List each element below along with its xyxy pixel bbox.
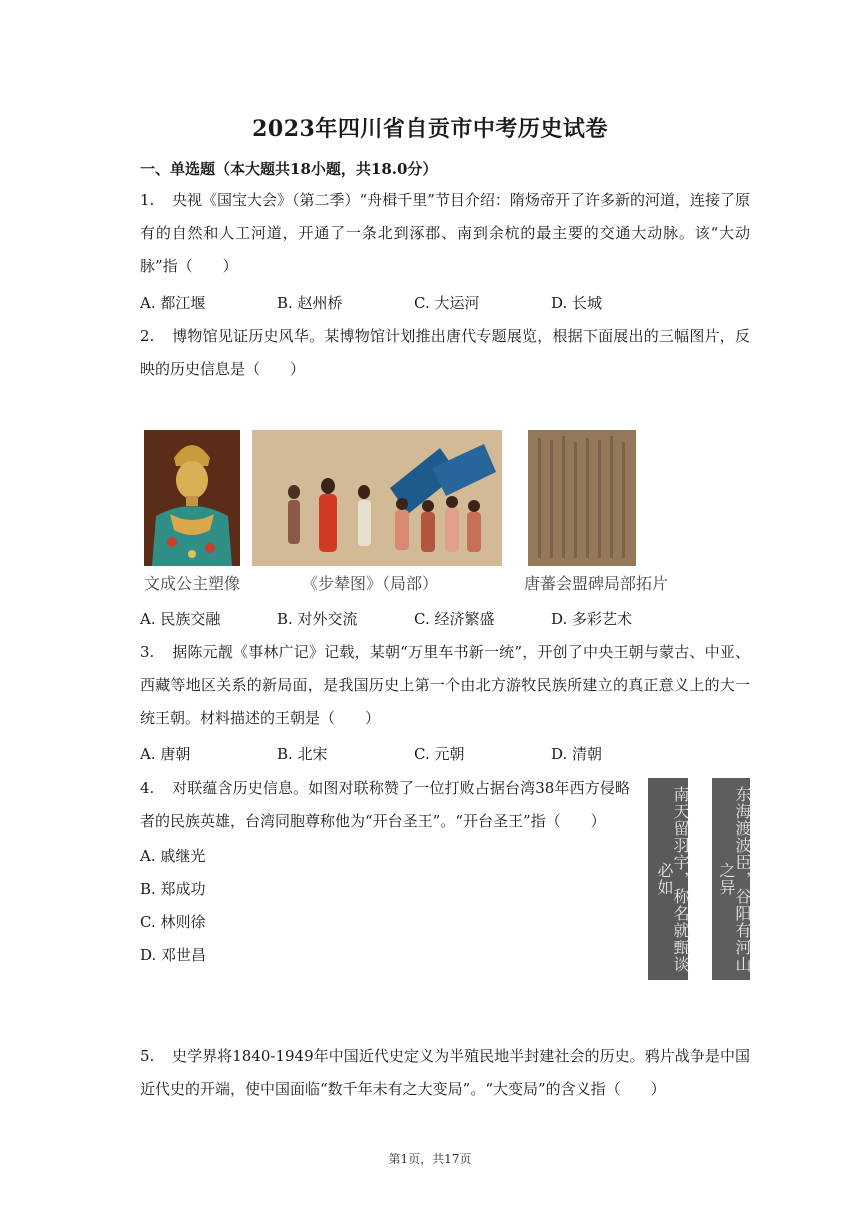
option-c[interactable]: C. 经济繁盛: [414, 610, 495, 628]
painting-image: [252, 430, 502, 566]
option-c[interactable]: C. 大运河: [414, 294, 480, 312]
question-number: 5.: [140, 1047, 155, 1065]
question-1: [140, 184, 750, 283]
option-b[interactable]: B. 对外交流: [277, 610, 358, 628]
question-text: 据陈元靓《事林广记》记载，某朝“万里车书新一统”，开创了中央王朝与蒙古、中亚、西藏等地区关系的新局面，是我国历史上第一个由北方游牧民族所建立的真正意义上的大一统王朝。材料描述的王朝是（ ）: [140, 643, 750, 727]
question-3: [140, 636, 750, 735]
question-text: 对联蕴含历史信息。如图对联称赞了一位打败占据台湾38年西方侵略者的民族英雄，台湾同胞尊称他为“开台圣王”。“开台圣王”指（ ）: [140, 779, 630, 830]
question-text: 史学界将1840-1949年中国近代史定义为半殖民地半封建社会的历史。鸦片战争是中国近代史的开端，使中国面临“数千年未有之大变局”。“大变局”的含义指（ ）: [140, 1047, 750, 1098]
question-1-options: [140, 292, 760, 316]
option-d[interactable]: D. 多彩艺术: [551, 610, 633, 628]
question-text: 央视《国宝大会》（第二季）“舟楫千里”节目介绍：隋炀帝开了许多新的河道，连接了原有的自然和人工河道，开通了一条北到涿郡、南到余杭的最主要的交通大动脉。该“大动脉”指（ ）: [140, 191, 750, 275]
question-3-options: [140, 743, 760, 767]
caption-statue: 文成公主塑像: [144, 574, 241, 593]
option-a[interactable]: A. 戚继光: [140, 847, 206, 865]
option-b[interactable]: B. 郑成功: [140, 880, 206, 898]
page-footer: 第1页，共17页: [388, 1152, 472, 1166]
caption-rubbing: 唐蕃会盟碑局部拓片: [524, 574, 669, 593]
section-heading: 一、单选题（本大题共18小题，共18.0分）: [140, 160, 438, 178]
caption-painting: 《步辇图》（局部）: [302, 574, 439, 593]
option-a[interactable]: A. 民族交融: [140, 610, 221, 628]
question-2: [140, 320, 750, 386]
option-d[interactable]: D. 长城: [551, 294, 603, 312]
question-5: [140, 1040, 750, 1106]
option-d[interactable]: D. 邓世昌: [140, 946, 207, 964]
question-number: 3.: [140, 643, 155, 661]
option-d[interactable]: D. 清朝: [551, 745, 603, 763]
question-number: 2.: [140, 327, 155, 345]
option-a[interactable]: A. 都江堰: [140, 294, 206, 312]
option-a[interactable]: A. 唐朝: [140, 745, 191, 763]
option-b[interactable]: B. 北宋: [277, 745, 328, 763]
option-c[interactable]: C. 元朝: [414, 745, 465, 763]
option-b[interactable]: B. 赵州桥: [277, 294, 343, 312]
page-title: 2023年四川省自贡市中考历史试卷: [252, 116, 608, 142]
couplet-left-scroll: [712, 778, 750, 980]
rubbing-image: [528, 430, 636, 566]
option-c[interactable]: C. 林则徐: [140, 913, 206, 931]
question-number: 1.: [140, 191, 155, 209]
question-number: 4.: [140, 779, 155, 797]
couplet-right-scroll: [648, 778, 688, 980]
question-2-options: [140, 608, 760, 632]
statue-image: [144, 430, 240, 566]
question-text: 博物馆见证历史风华。某博物馆计划推出唐代专题展览，根据下面展出的三幅图片，反映的历史信息是（ ）: [140, 327, 750, 378]
couplet-right-text: 南天留羽宇，称名就甄谈必如: [655, 785, 690, 973]
question-4: [140, 772, 630, 838]
couplet-left-text: 东海渡波臣，谷阳有河山之异: [717, 785, 752, 973]
